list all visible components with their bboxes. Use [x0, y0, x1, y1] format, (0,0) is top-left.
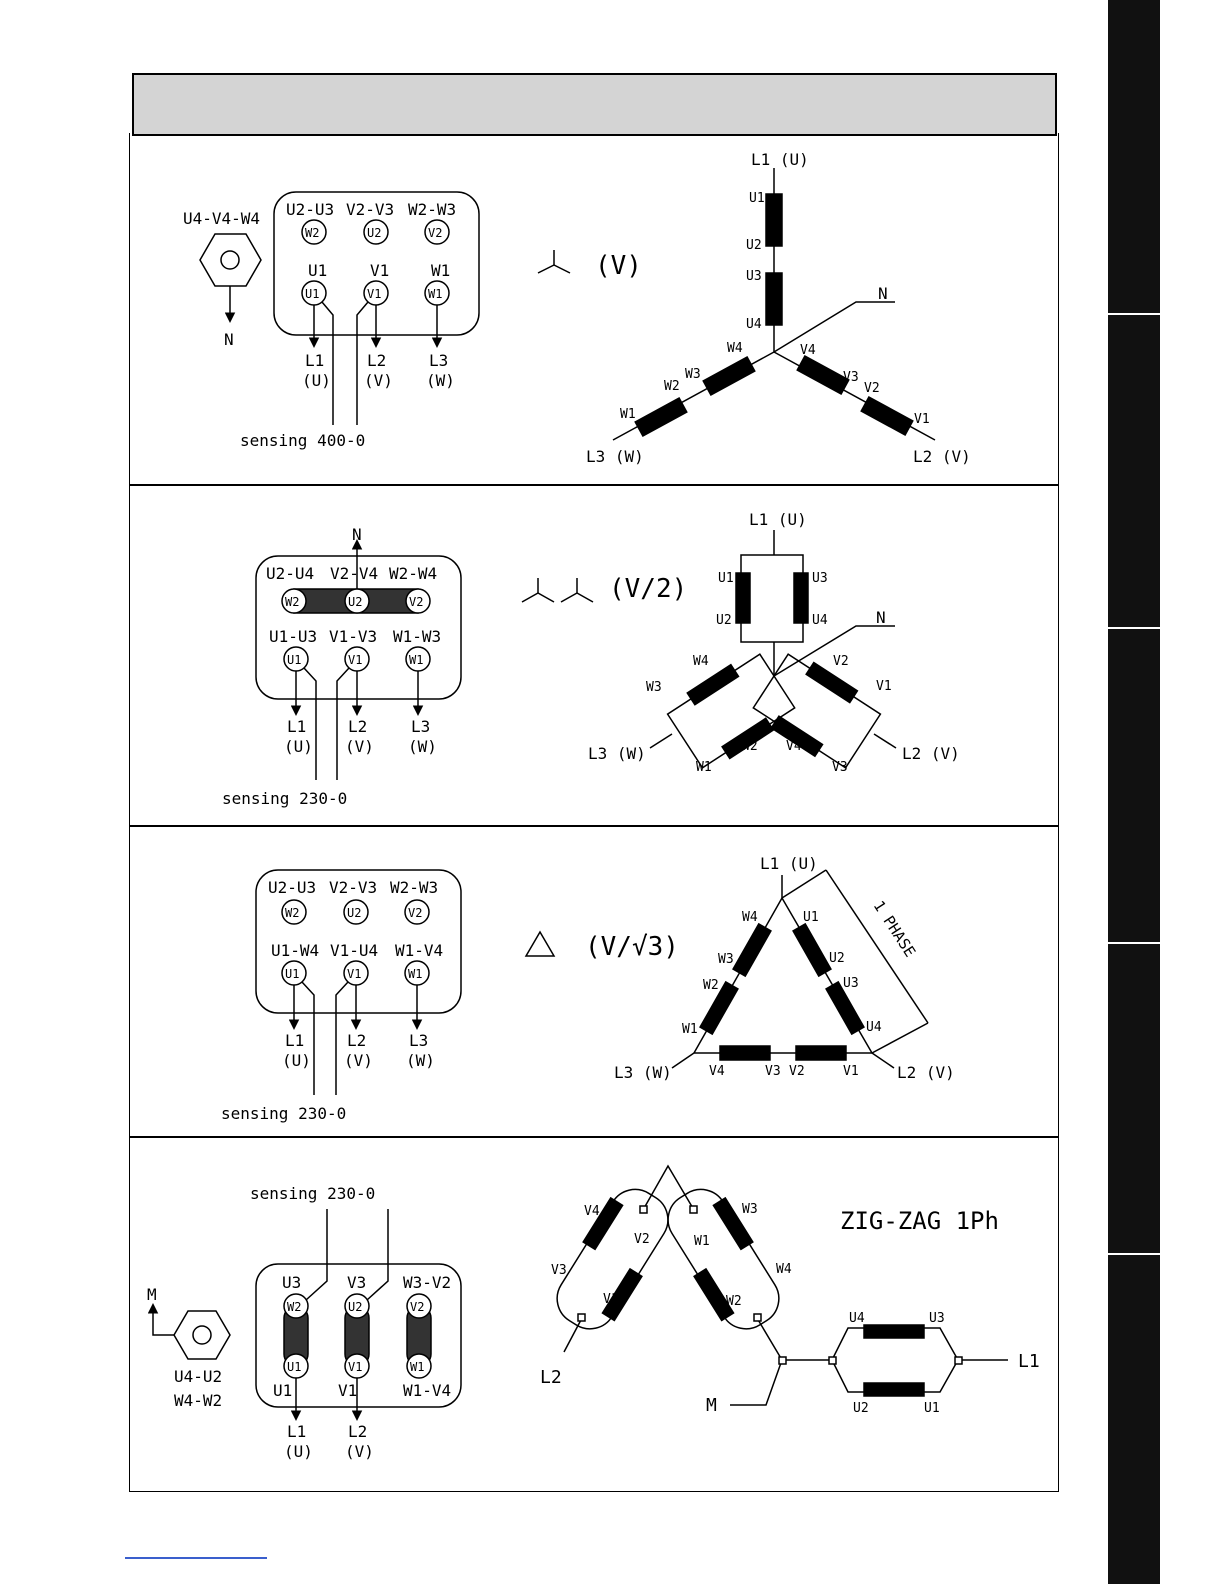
- group-label: W1-W3: [393, 627, 442, 646]
- terminal-label: U1: [287, 653, 302, 667]
- winding-w4-w3: [687, 665, 738, 705]
- line-label: L3: [409, 1031, 429, 1050]
- neutral-label: N: [224, 330, 234, 349]
- terminal-label: U2: [348, 595, 363, 609]
- winding-label: V4: [786, 739, 802, 754]
- sensing-wire: [306, 1209, 327, 1300]
- winding-label: U3: [812, 571, 828, 586]
- phase-label: (V): [344, 1051, 373, 1070]
- winding-label: V2: [833, 654, 849, 669]
- voltage-label: (V/2): [609, 574, 688, 604]
- line-label: L2 (V): [913, 447, 971, 466]
- line-label: L2: [348, 717, 368, 736]
- group-label: W1-V4: [395, 941, 444, 960]
- group-label: V2-V3: [346, 200, 395, 219]
- group-label: W2-W4: [389, 564, 438, 583]
- group-label: W1: [431, 261, 451, 280]
- line-label: L2: [348, 1422, 368, 1441]
- winding-label: V3: [832, 760, 848, 775]
- winding-w4-w3: [703, 357, 755, 395]
- phase-label: (V): [345, 1442, 374, 1461]
- winding-label: U1: [803, 910, 819, 925]
- phase-label: (U): [284, 737, 313, 756]
- group-label: V1-U4: [330, 941, 379, 960]
- winding-label: V3: [765, 1064, 781, 1079]
- line-label: L2: [367, 351, 387, 370]
- terminal-label: U1: [305, 287, 320, 301]
- m-label: M: [147, 1285, 157, 1304]
- sensing-label: sensing 230-0: [250, 1184, 376, 1203]
- sensing-wire: [367, 1209, 388, 1300]
- winding-label: V1: [914, 412, 930, 427]
- group-label: W2-W3: [390, 878, 439, 897]
- footer-link-line: [125, 1557, 267, 1559]
- winding-label: U2: [746, 238, 762, 253]
- neutral-nut-icon: [200, 234, 261, 320]
- winding-label: V2: [789, 1064, 805, 1079]
- winding-label: W1: [620, 407, 636, 422]
- winding-label: W1: [696, 760, 712, 775]
- voltage-label: (V): [595, 251, 642, 281]
- group-label: V1-V3: [329, 627, 378, 646]
- phase-label: (U): [284, 1442, 313, 1461]
- group-label: W1-V4: [403, 1381, 452, 1400]
- line-label: L3 (W): [586, 447, 644, 466]
- line-label: L2 (V): [897, 1063, 955, 1082]
- line-label: L1 (U): [749, 510, 807, 529]
- phase-label: (U): [302, 371, 331, 390]
- winding-u4-u3: [864, 1325, 924, 1338]
- terminal-label: V1: [348, 653, 363, 667]
- winding-label: W4: [742, 910, 758, 925]
- terminal-label: U2: [367, 226, 382, 240]
- winding-label: V3: [551, 1263, 567, 1278]
- line-label: L1 (U): [751, 150, 809, 169]
- zigzag-title: ZIG-ZAG 1Ph: [840, 1207, 999, 1235]
- terminal-label: W2: [287, 1300, 302, 1314]
- group-label: W2-W3: [408, 200, 457, 219]
- terminal-label: W1: [410, 1360, 425, 1374]
- winding-label: W3: [742, 1202, 758, 1217]
- winding-label: W2: [742, 739, 758, 754]
- m-nut-icon: [153, 1306, 230, 1359]
- group-label: W3-V2: [403, 1273, 452, 1292]
- group-label: U2-U4: [266, 564, 315, 583]
- winding-label: U2: [829, 951, 845, 966]
- line-label: L1: [285, 1031, 305, 1050]
- line-label: L1: [287, 717, 307, 736]
- sensing-label: sensing 400-0: [240, 431, 366, 450]
- winding-label: V1: [843, 1064, 859, 1079]
- group-label: U1: [308, 261, 328, 280]
- phase-label: (V): [345, 737, 374, 756]
- winding-label: V1: [603, 1292, 619, 1307]
- winding-label: V4: [709, 1064, 725, 1079]
- winding-label: V4: [800, 343, 816, 358]
- winding-w4-w3: [733, 924, 771, 976]
- winding-label: U4: [746, 317, 762, 332]
- winding-label: U1: [718, 571, 734, 586]
- neutral-label: N: [876, 608, 886, 627]
- terminal-label: V1: [367, 287, 382, 301]
- phase-label: (W): [426, 371, 455, 390]
- terminal-label: V2: [410, 1300, 425, 1314]
- neutral-label: N: [352, 525, 362, 544]
- sensing-label: sensing 230-0: [221, 1104, 347, 1123]
- winding-label: W4: [727, 341, 743, 356]
- phase-label: (W): [408, 737, 437, 756]
- line-label: L1: [305, 351, 325, 370]
- star-symbol-icon: [538, 250, 570, 273]
- winding-label: W3: [685, 367, 701, 382]
- group-label: V3: [347, 1273, 367, 1292]
- winding-label: U2: [853, 1401, 869, 1416]
- neutral-terminal-label: U4-V4-W4: [183, 209, 261, 228]
- winding-v4-v3: [720, 1046, 770, 1060]
- winding-label: W1: [694, 1234, 710, 1249]
- winding-label: V4: [584, 1204, 600, 1219]
- terminal-label: V2: [409, 595, 424, 609]
- terminal-label: V1: [348, 1360, 363, 1374]
- line-label: L2: [540, 1367, 562, 1388]
- terminal-label: W2: [285, 595, 300, 609]
- winding-label: V3: [843, 370, 859, 385]
- winding-u2-u1: [864, 1383, 924, 1396]
- line-label: L2: [347, 1031, 367, 1050]
- winding-u3-u4: [794, 573, 808, 623]
- winding-u1-u2: [736, 573, 750, 623]
- m-label: M: [706, 1395, 717, 1416]
- winding-label: U1: [749, 191, 765, 206]
- winding-u1-u2: [766, 194, 782, 246]
- double-star-symbol-icon: [522, 578, 593, 602]
- terminal-label: U2: [348, 1300, 363, 1314]
- group-label: V2-V4: [330, 564, 379, 583]
- zigzag-schematic: [544, 1166, 1008, 1405]
- line-label: L3 (W): [614, 1063, 672, 1082]
- group-label: U1: [273, 1381, 293, 1400]
- winding-label: V1: [876, 679, 892, 694]
- jumper-label: U4-U2: [174, 1367, 223, 1386]
- voltage-label: (V/√3): [585, 932, 679, 962]
- line-label: L1 (U): [760, 854, 818, 873]
- group-label: U3: [282, 1273, 302, 1292]
- terminal-label: W1: [409, 653, 424, 667]
- winding-label: W1: [682, 1022, 698, 1037]
- winding-u3-u4: [766, 273, 782, 325]
- terminal-label: U2: [347, 906, 362, 920]
- winding-w2-w1: [635, 398, 687, 436]
- line-label: L3: [411, 717, 431, 736]
- terminal-label: V2: [408, 906, 423, 920]
- group-label: V1: [370, 261, 390, 280]
- line-label: L3 (W): [588, 744, 646, 763]
- line-label: L2 (V): [902, 744, 960, 763]
- winding-label: U4: [849, 1311, 865, 1326]
- winding-label: U3: [843, 976, 859, 991]
- terminal-label: W1: [428, 287, 443, 301]
- group-label: U2-U3: [286, 200, 335, 219]
- winding-label: U2: [716, 613, 732, 628]
- jumper-label: W4-W2: [174, 1391, 223, 1410]
- line-label: L3: [429, 351, 449, 370]
- winding-u1-u2: [793, 924, 831, 976]
- star-schematic: [613, 168, 935, 440]
- terminal-label: U1: [287, 1360, 302, 1374]
- winding-v4-v3: [797, 356, 849, 394]
- winding-label: U4: [812, 613, 828, 628]
- phase-label: (U): [282, 1051, 311, 1070]
- winding-label: U3: [929, 1311, 945, 1326]
- winding-label: W4: [693, 654, 709, 669]
- delta-symbol-icon: [526, 932, 554, 956]
- winding-label: U3: [746, 269, 762, 284]
- group-label: V1: [338, 1381, 358, 1400]
- winding-label: W3: [646, 680, 662, 695]
- terminal-label: U1: [285, 967, 300, 981]
- phase-note: 1 PHASE: [869, 897, 920, 961]
- winding-label: W4: [776, 1262, 792, 1277]
- winding-v2-v1: [806, 662, 857, 702]
- line-label: L1: [1018, 1351, 1040, 1372]
- group-label: V2-V3: [329, 878, 378, 897]
- double-star-schematic: [650, 530, 896, 774]
- winding-label: W2: [703, 978, 719, 993]
- phase-label: (W): [406, 1051, 435, 1070]
- delta-schematic: [672, 870, 928, 1068]
- winding-label: V2: [634, 1232, 650, 1247]
- neutral-label: N: [878, 284, 888, 303]
- terminal-label: W1: [408, 967, 423, 981]
- winding-v2-v1: [796, 1046, 846, 1060]
- phase-label: (V): [364, 371, 393, 390]
- winding-label: U4: [866, 1020, 882, 1035]
- winding-label: W2: [726, 1294, 742, 1309]
- winding-v2-v1: [861, 397, 913, 435]
- winding-label: W2: [664, 379, 680, 394]
- winding-label: U1: [924, 1401, 940, 1416]
- line-label: L1: [287, 1422, 307, 1441]
- group-label: U1-W4: [271, 941, 320, 960]
- winding-label: W3: [718, 952, 734, 967]
- sensing-label: sensing 230-0: [222, 789, 348, 808]
- terminal-label: V2: [428, 226, 443, 240]
- group-label: U1-U3: [269, 627, 318, 646]
- group-label: U2-U3: [268, 878, 317, 897]
- winding-label: V2: [864, 381, 880, 396]
- terminal-label: W2: [305, 226, 320, 240]
- terminal-label: W2: [285, 906, 300, 920]
- terminal-label: V1: [347, 967, 362, 981]
